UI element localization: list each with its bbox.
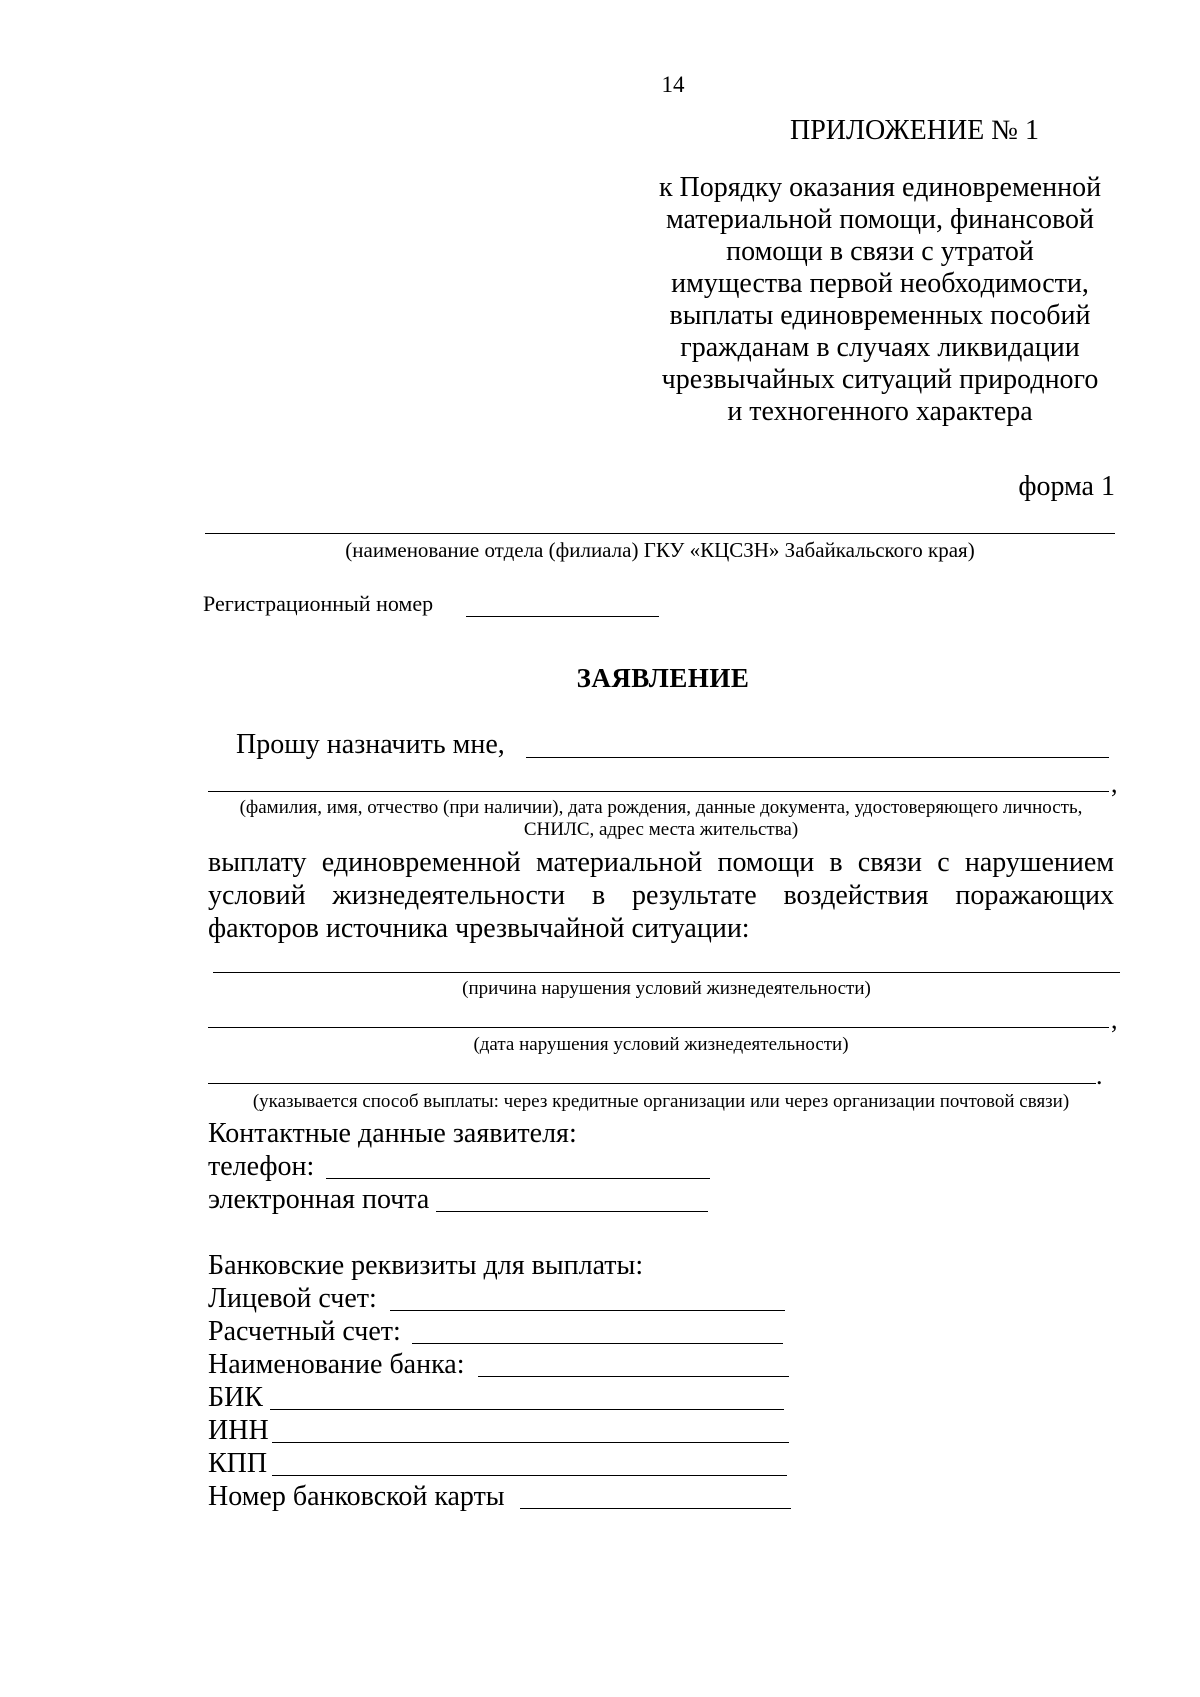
caption-line: (фамилия, имя, отчество (при наличии), дата рождения, данные документа, удостоверяющего личность, bbox=[239, 797, 1083, 818]
date-comma: , bbox=[1111, 1005, 1118, 1034]
reference-line: чрезвычайных ситуаций природного bbox=[661, 364, 1099, 395]
date-field-line[interactable] bbox=[208, 1027, 1109, 1028]
reference-line: помощи в связи с утратой bbox=[726, 236, 1034, 267]
bank-name-field[interactable] bbox=[478, 1376, 789, 1377]
page-number: 14 bbox=[661, 72, 685, 97]
reason-field-line[interactable] bbox=[213, 972, 1120, 973]
department-field-line[interactable] bbox=[205, 533, 1115, 534]
reference-line: гражданам в случаях ликвидации bbox=[680, 332, 1080, 363]
appendix-reference bbox=[640, 172, 1120, 428]
settlement-account-label: Расчетный счет: bbox=[208, 1316, 401, 1347]
payment-method-caption: (указывается способ выплаты: через кредитные организации или через организации почтовой связи) bbox=[252, 1091, 1070, 1112]
inn-label: ИНН bbox=[208, 1415, 269, 1446]
kpp-field[interactable] bbox=[272, 1475, 787, 1476]
personal-account-label: Лицевой счет: bbox=[208, 1283, 377, 1314]
phone-field[interactable] bbox=[326, 1178, 710, 1179]
form-label: форма 1 bbox=[1018, 471, 1115, 502]
applicant-data-caption bbox=[208, 797, 1114, 841]
bank-details-heading: Банковские реквизиты для выплаты: bbox=[208, 1250, 644, 1281]
department-caption: (наименование отдела (филиала) ГКУ «КЦСЗН» Забайкальского края) bbox=[345, 538, 975, 562]
body-line: факторов источника чрезвычайной ситуации: bbox=[208, 913, 750, 944]
bank-name-label: Наименование банка: bbox=[208, 1349, 465, 1380]
date-caption: (дата нарушения условий жизнедеятельности) bbox=[473, 1034, 849, 1055]
caption-line: СНИЛС, адрес места жительства) bbox=[523, 819, 799, 840]
body-line: условий жизнедеятельности в результате воздействия поражающих bbox=[208, 880, 1114, 911]
inn-field[interactable] bbox=[272, 1442, 789, 1443]
payment-method-field-line[interactable] bbox=[208, 1083, 1096, 1084]
reference-line: выплаты единовременных пособий bbox=[669, 300, 1091, 331]
registration-number-field[interactable] bbox=[466, 616, 659, 617]
appendix-title: ПРИЛОЖЕНИЕ № 1 bbox=[790, 115, 1039, 146]
body-line: выплату единовременной материальной помощи в связи с нарушением bbox=[208, 847, 1114, 878]
registration-number-label: Регистрационный номер bbox=[203, 591, 434, 616]
personal-account-field[interactable] bbox=[390, 1310, 785, 1311]
applicant-data-field-2[interactable] bbox=[208, 791, 1109, 792]
contacts-heading: Контактные данные заявителя: bbox=[208, 1118, 577, 1149]
reference-line: к Порядку оказания единовременной bbox=[658, 172, 1102, 203]
email-field[interactable] bbox=[436, 1211, 708, 1212]
applicant-data-field-1[interactable] bbox=[526, 757, 1109, 758]
phone-label: телефон: bbox=[208, 1151, 315, 1182]
card-number-field[interactable] bbox=[520, 1508, 791, 1509]
bik-field[interactable] bbox=[270, 1409, 784, 1410]
reason-caption: (причина нарушения условий жизнедеятельности) bbox=[462, 978, 871, 999]
bik-label: БИК bbox=[208, 1382, 263, 1413]
payment-period: . bbox=[1096, 1061, 1103, 1090]
request-body-paragraph bbox=[208, 846, 1114, 945]
email-label: электронная почта bbox=[208, 1184, 430, 1215]
request-lead-text: Прошу назначить мне, bbox=[236, 729, 505, 760]
reference-line: имущества первой необходимости, bbox=[671, 268, 1089, 299]
trailing-comma: , bbox=[1111, 769, 1118, 798]
settlement-account-field[interactable] bbox=[412, 1343, 783, 1344]
reference-line: и техногенного характера bbox=[727, 396, 1033, 427]
card-number-label: Номер банковской карты bbox=[208, 1481, 505, 1512]
kpp-label: КПП bbox=[208, 1448, 268, 1479]
document-title: ЗАЯВЛЕНИЕ bbox=[576, 663, 750, 693]
reference-line: материальной помощи, финансовой bbox=[666, 204, 1094, 235]
